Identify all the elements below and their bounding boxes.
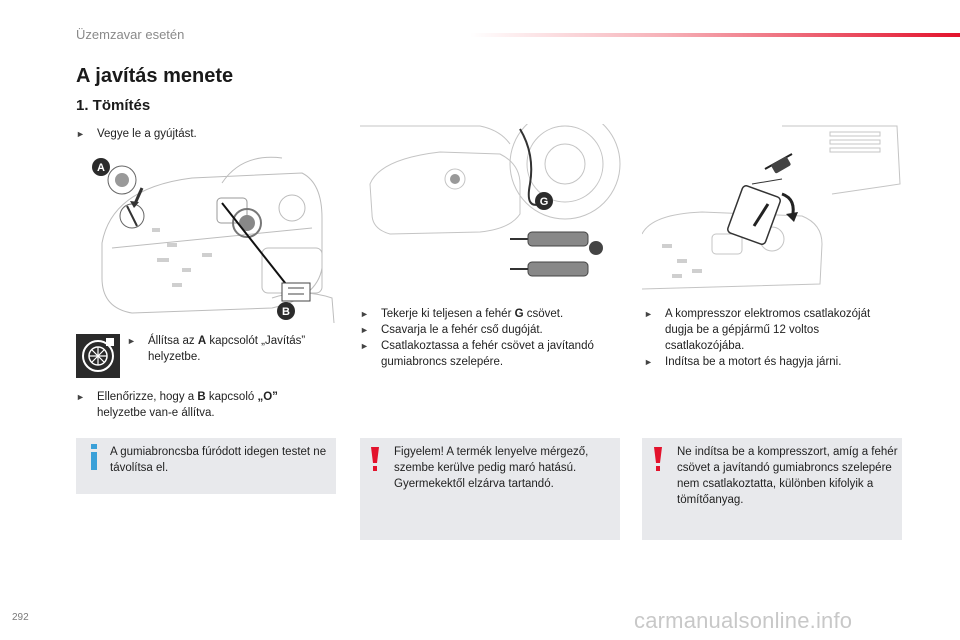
label-g: G [539, 196, 549, 208]
arrow-bullet-icon: ► [360, 309, 369, 319]
arrow-bullet-icon: ► [76, 129, 85, 139]
warning-note-text-2: Ne indítsa be a kompresszort, amíg a fehér csövet a javítandó gumiabroncs szelepére nem csatlakoztatta, különben kifolyik a tömítőanyag. [677, 446, 898, 506]
step-switch-off-ignition [76, 126, 326, 142]
step-text: A kompresszor elektromos csatlakozóját dugja be a gépjármű 12 voltos csatlakozójába. [665, 308, 871, 352]
power-plug-illustration [642, 124, 904, 294]
info-icon [88, 444, 100, 470]
step-start-engine [644, 354, 900, 370]
step-text: Csatlakoztassa a fehér csövet a javítandó gumiabroncs szelepére. [381, 340, 594, 368]
arrow-bullet-icon: ► [76, 392, 85, 402]
step-unroll-hose [360, 306, 616, 322]
step-text-bold: A [197, 335, 207, 347]
step-plug-in-compressor [644, 306, 900, 354]
arrow-bullet-icon: ► [360, 341, 369, 351]
step-set-switch-a [127, 333, 337, 365]
step-text: Csavarja le a fehér cső dugóját. [381, 324, 543, 336]
label-a: A [97, 162, 105, 174]
info-note-text: A gumiabroncsba fúródott idegen testet ne távolítsa el. [110, 446, 327, 474]
header-title: Üzemzavar esetén [76, 27, 185, 42]
step-text-post: helyzetbe van-e állítva. [97, 407, 215, 419]
step-unscrew-cap [360, 322, 616, 338]
tyre-repair-icon [76, 334, 120, 378]
step-text-pre: Tekerje ki teljesen a fehér [381, 308, 515, 320]
exclamation-icon [653, 447, 663, 471]
page-number: 292 [12, 612, 29, 623]
page-title: A javítás menete [76, 65, 234, 87]
step-text: Indítsa be a motort és hagyja járni. [665, 356, 842, 368]
step-text-pre: Ellenőrizze, hogy a [97, 391, 198, 403]
step-text: Vegye le a gyújtást. [97, 128, 197, 140]
section-title: 1. Tömítés [76, 97, 151, 114]
compressor-switches-illustration [72, 148, 338, 328]
step-text-bold: G [514, 308, 524, 320]
step-text-bold: B [197, 391, 206, 403]
step-text-pre: Állítsa az [148, 335, 198, 347]
step-text-post: kapcsolót „Javítás” helyzetbe. [148, 335, 306, 363]
step-check-switch-b [76, 389, 326, 421]
step-connect-hose [360, 338, 616, 370]
step-text-mid: kapcsoló [205, 391, 258, 403]
arrow-bullet-icon: ► [644, 357, 653, 367]
watermark: carmanualsonline.info [634, 608, 853, 633]
label-b: B [282, 306, 290, 318]
arrow-bullet-icon: ► [360, 325, 369, 335]
exclamation-icon [370, 447, 380, 471]
header-accent-line [470, 33, 960, 37]
warning-note-text: Figyelem! A termék lenyelve mérgező, szembe kerülve pedig maró hatású. Gyermekektől elzárva tartandó. [394, 446, 589, 490]
arrow-bullet-icon: ► [644, 309, 653, 319]
hose-connection-illustration [360, 124, 622, 294]
step-text-bold-2: „O” [257, 391, 278, 403]
step-text-post: csövet. [523, 308, 564, 320]
arrow-bullet-icon: ► [127, 336, 136, 346]
